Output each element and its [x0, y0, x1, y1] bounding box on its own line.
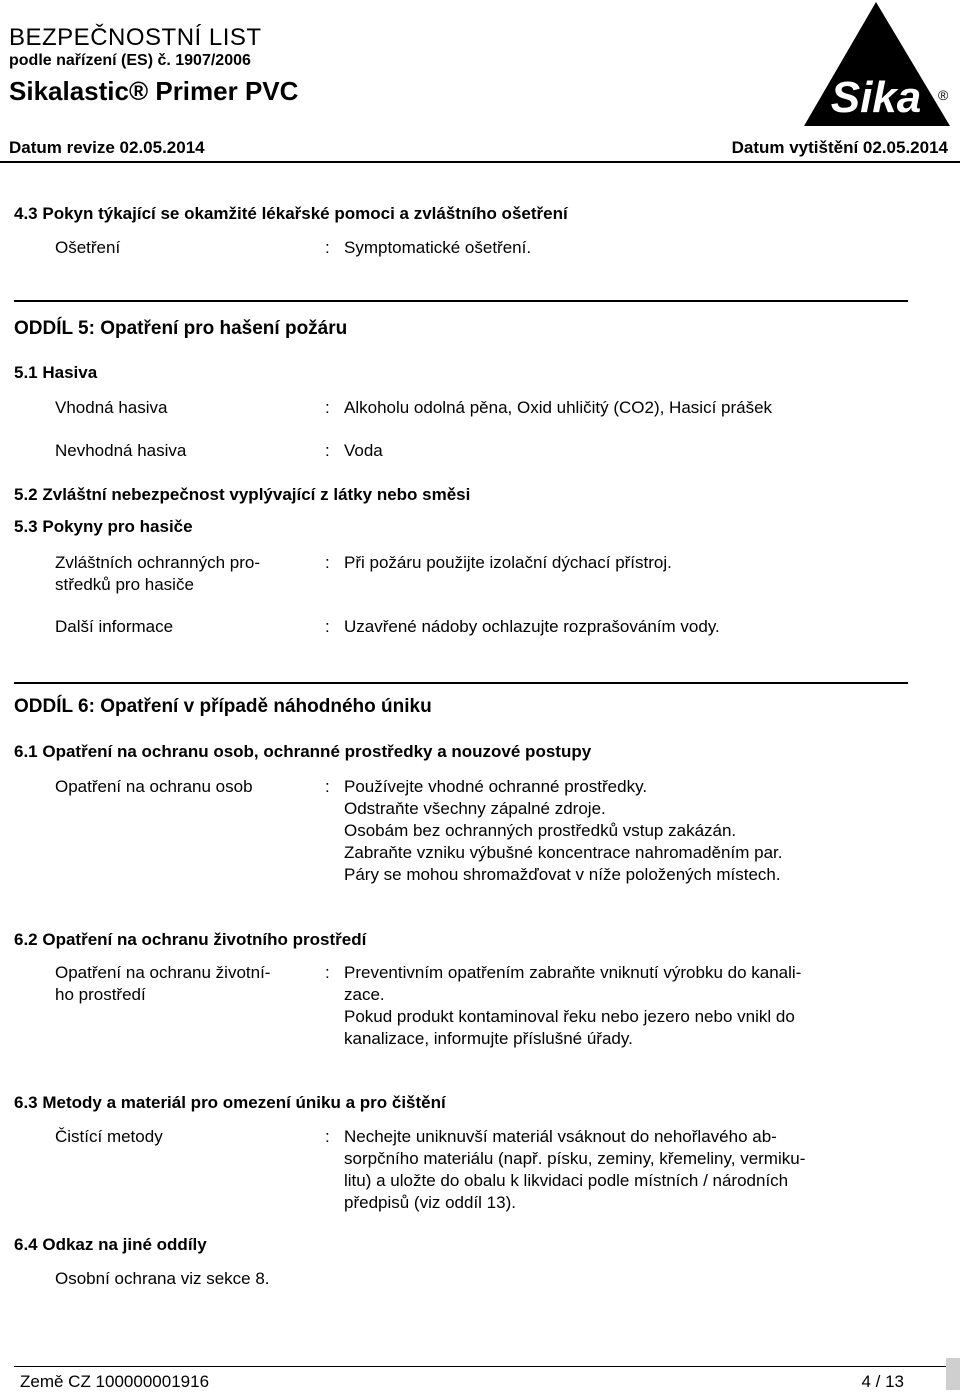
- personal-precautions-label: Opatření na ochranu osob: [55, 777, 253, 796]
- environmental-precautions-line: kanalizace, informujte příslušné úřady.: [344, 1029, 633, 1048]
- unsuitable-extinguishers-value: Voda: [344, 441, 383, 460]
- revision-date: Datum revize 02.05.2014: [9, 138, 205, 157]
- sika-logo: [798, 0, 954, 130]
- section-6-heading: ODDÍL 6: Opatření v případě náhodného úniku: [14, 696, 432, 717]
- unsuitable-extinguishers-label: Nevhodná hasiva: [55, 441, 187, 460]
- environmental-precautions-label-line-2: ho prostředí: [55, 985, 146, 1004]
- section-4-3-heading: 4.3 Pokyn týkající se okamžité lékařské pomoci a zvláštního ošetření: [14, 204, 568, 223]
- protective-equipment-value: Při požáru použijte izolační dýchací přístroj.: [344, 553, 672, 572]
- environmental-precautions-value: [344, 962, 801, 1050]
- logo-wordmark: Sika: [830, 73, 922, 122]
- document-title: BEZPEČNOSTNÍ LIST: [9, 24, 262, 51]
- logo-registered-mark: ®: [938, 87, 949, 103]
- personal-precautions-line: Používejte vhodné ochranné prostředky.: [344, 777, 648, 796]
- treatment-label: Ošetření: [55, 238, 121, 257]
- further-info-value: Uzavřené nádoby ochlazujte rozprašováním vody.: [344, 617, 720, 636]
- section-6-1-heading: 6.1 Opatření na ochranu osob, ochranné prostředky a nouzové postupy: [14, 742, 592, 761]
- regulation-reference: podle nařízení (ES) č. 1907/2006: [9, 52, 251, 69]
- footer-divider: [14, 1366, 946, 1367]
- page-edge-marker: [946, 1358, 960, 1390]
- treatment-value: Symptomatické ošetření.: [344, 238, 532, 257]
- protective-equipment-colon: :: [325, 553, 330, 572]
- environmental-precautions-label-line-1: Opatření na ochranu životní-: [55, 963, 271, 982]
- environmental-precautions-line: Pokud produkt kontaminoval řeku nebo jezero nebo vnikl do: [344, 1007, 795, 1026]
- personal-precautions-line: Páry se mohou shromažďovat v níže položených místech.: [344, 865, 781, 884]
- suitable-extinguishers-label: Vhodná hasiva: [55, 398, 168, 417]
- further-info-colon: :: [325, 617, 330, 636]
- suitable-extinguishers-value: Alkoholu odolná pěna, Oxid uhličitý (CO2), Hasicí prášek: [344, 398, 773, 417]
- section-6-4-heading: 6.4 Odkaz na jiné oddíly: [14, 1235, 207, 1254]
- section-6-rule: [14, 682, 908, 684]
- page-number: 4 / 13: [861, 1372, 904, 1391]
- environmental-precautions-label: [55, 962, 270, 1006]
- personal-precautions-line: Zabraňte vzniku výbušné koncentrace nahromaděním par.: [344, 843, 783, 862]
- further-info-label: Další informace: [55, 617, 174, 636]
- product-name: Sikalastic® Primer PVC: [9, 76, 299, 106]
- header-divider: [0, 161, 960, 163]
- personal-precautions-value: [344, 776, 782, 886]
- environmental-precautions-line: zace.: [344, 985, 385, 1004]
- section-6-3-heading: 6.3 Metody a materiál pro omezení úniku a pro čištění: [14, 1093, 446, 1112]
- treatment-colon: :: [325, 238, 330, 257]
- protective-equipment-label: [55, 552, 260, 596]
- other-sections-reference: Osobní ochrana viz sekce 8.: [55, 1269, 270, 1288]
- cleaning-methods-line: sorpčního materiálu (např. písku, zeminy, křemeliny, vermiku-: [344, 1149, 806, 1168]
- section-5-3-heading: 5.3 Pokyny pro hasiče: [14, 517, 193, 536]
- cleaning-methods-line: litu) a uložte do obalu k likvidaci podle místních / národních: [344, 1171, 789, 1190]
- section-6-2-heading: 6.2 Opatření na ochranu životního prostředí: [14, 930, 367, 949]
- suitable-extinguishers-colon: :: [325, 398, 330, 417]
- unsuitable-extinguishers-colon: :: [325, 441, 330, 460]
- section-5-1-heading: 5.1 Hasiva: [14, 363, 98, 382]
- personal-precautions-colon: :: [325, 777, 330, 796]
- cleaning-methods-line: Nechejte uniknuvší materiál vsáknout do nehořlavého ab-: [344, 1127, 777, 1146]
- environmental-precautions-line: Preventivním opatřením zabraňte vniknutí výrobku do kanali-: [344, 963, 802, 982]
- footer-country-id: Země CZ 100000001916: [20, 1372, 210, 1391]
- cleaning-methods-colon: :: [325, 1127, 330, 1146]
- personal-precautions-line: Odstraňte všechny zápalné zdroje.: [344, 799, 606, 818]
- protective-equipment-label-line-1: Zvláštních ochranných pro-: [55, 553, 261, 572]
- print-date: Datum vytištění 02.05.2014: [731, 138, 948, 157]
- personal-precautions-line: Osobám bez ochranných prostředků vstup zakázán.: [344, 821, 737, 840]
- environmental-precautions-colon: :: [325, 963, 330, 982]
- cleaning-methods-label: Čistící metody: [55, 1127, 163, 1146]
- section-5-2-heading: 5.2 Zvláštní nebezpečnost vyplývající z látky nebo směsi: [14, 485, 471, 504]
- document-header: [0, 0, 960, 165]
- cleaning-methods-line: předpisů (viz oddíl 13).: [344, 1193, 516, 1212]
- protective-equipment-label-line-2: středků pro hasiče: [55, 575, 194, 594]
- section-5-heading: ODDÍL 5: Opatření pro hašení požáru: [14, 318, 348, 339]
- cleaning-methods-value: [344, 1126, 805, 1214]
- section-5-rule: [14, 300, 908, 302]
